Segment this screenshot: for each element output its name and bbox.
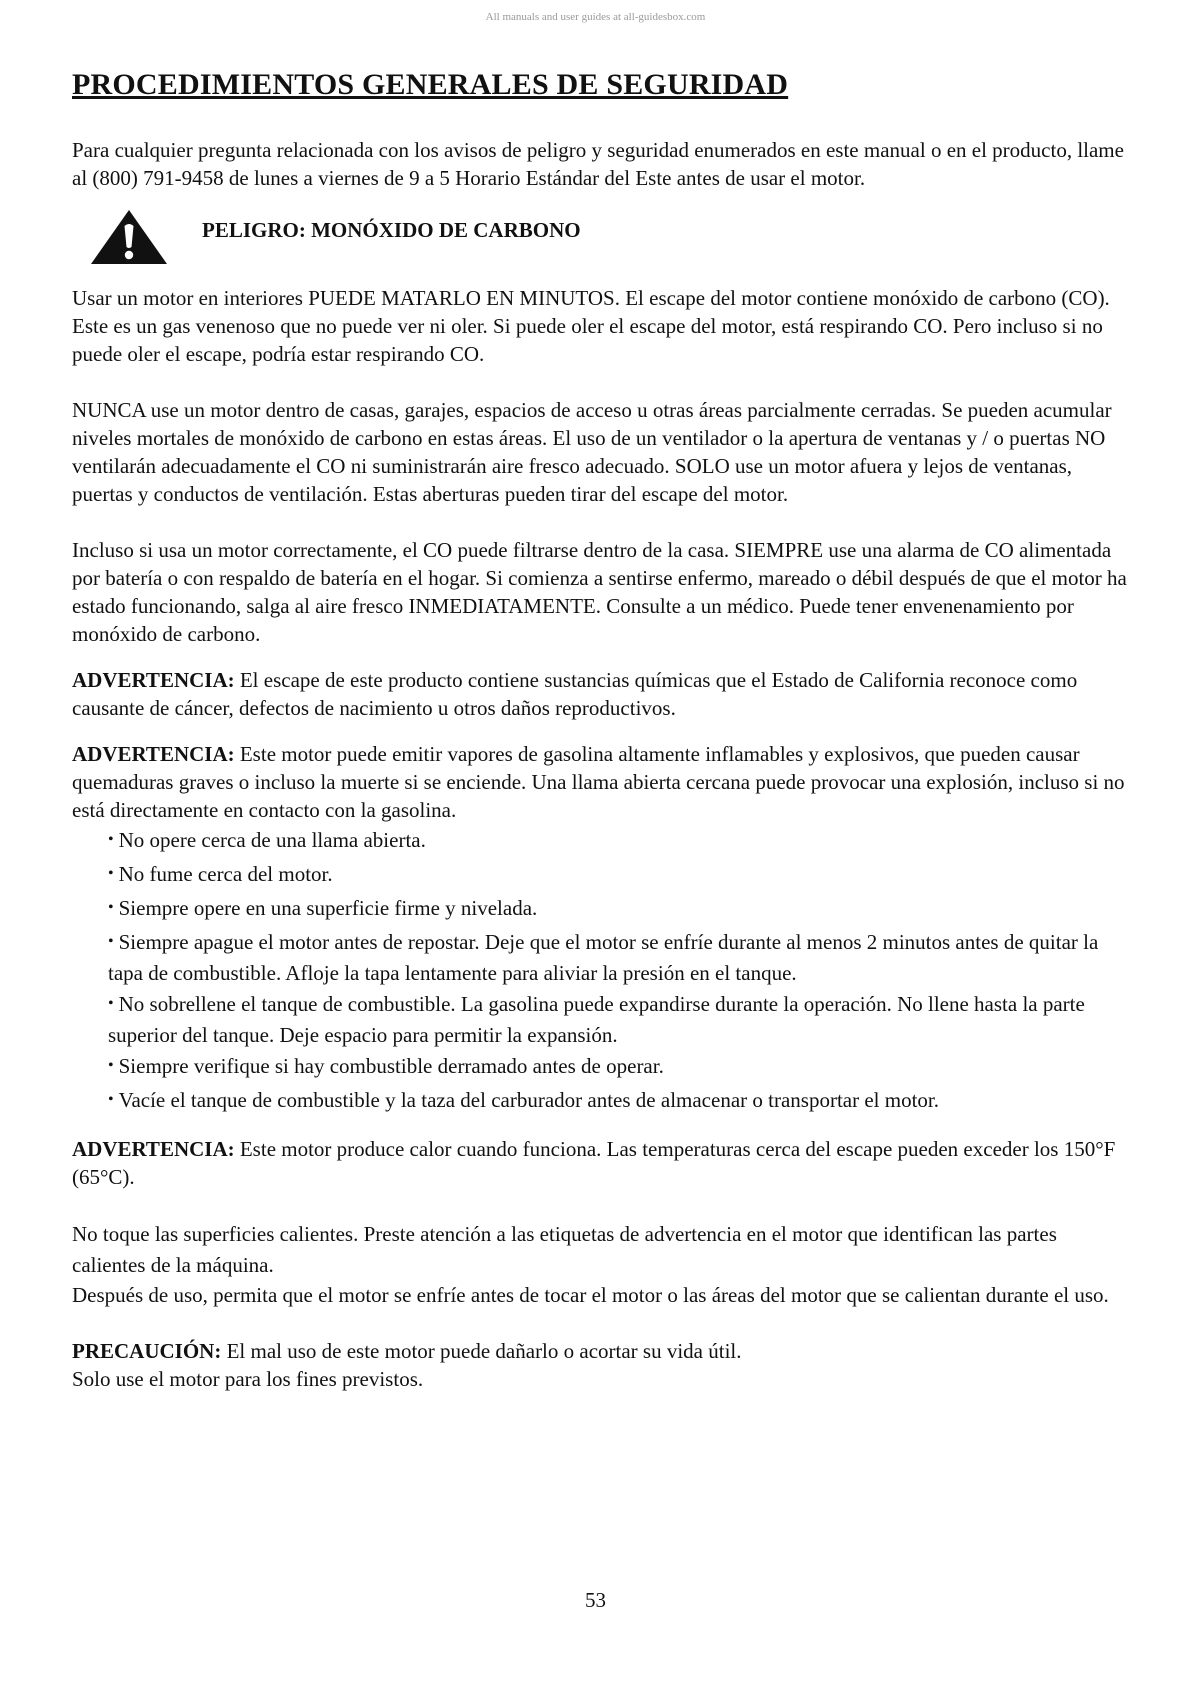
list-item: • No sobrellene el tanque de combustible. La gasolina puede expandirse durante la operación. No llene hasta la parte superior del tanque. Deje espacio para permitir la expansión. [108, 992, 1085, 1047]
warning-text: Este motor produce calor cuando funciona. Las temperaturas cerca del escape pueden exceder los 150°F (65°C). [72, 1137, 1116, 1189]
hot-surfaces-paragraph: No toque las superficies calientes. Preste atención a las etiquetas de advertencia en el motor que identifican las partes calientes de la máquina. [72, 1222, 1057, 1277]
warning-california [72, 666, 1132, 722]
warning-heat [72, 1135, 1132, 1191]
caution-label: PRECAUCIÓN: [72, 1339, 222, 1363]
warning-text: Este motor puede emitir vapores de gasolina altamente inflamables y explosivos, que pueden causar quemaduras graves o incluso la muerte si se enciende. Una llama abierta cercana puede provocar una explosión, incluso si no está directamente en contacto con la gasolina. [72, 742, 1125, 822]
intro-paragraph: Para cualquier pregunta relacionada con los avisos de peligro y seguridad enumerados en este manual o en el producto, llame al (800) 791-9458 de lunes a viernes de 9 a 5 Horario Estándar del Este antes de usar el motor. [72, 138, 1124, 190]
bullet-icon: • [108, 899, 114, 916]
danger-header [72, 208, 1132, 266]
list-item: • Siempre verifique si hay combustible derramado antes de operar. [108, 1054, 664, 1078]
caution-text: El mal uso de este motor puede dañarlo o acortar su vida útil. [221, 1339, 742, 1363]
list-item: • Siempre apague el motor antes de repostar. Deje que el motor se enfríe durante al menos 2 minutos antes de quitar la tapa de combustible. Afloje la tapa lentamente para aliviar la presión en el tanque. [108, 930, 1099, 985]
co-paragraph: Usar un motor en interiores PUEDE MATARLO EN MINUTOS. El escape del motor contiene monóxido de carbono (CO). Este es un gas venenoso que no puede ver ni oler. Si puede oler el escape del motor, está respirando CO. Pero incluso si no puede oler el escape, podría estar respirando CO. [72, 286, 1110, 366]
warning-triangle-icon [90, 209, 168, 265]
hot-surfaces-paragraph: Después de uso, permita que el motor se enfríe antes de tocar el motor o las áreas del motor que se calientan durante el uso. [72, 1283, 1109, 1307]
caution-paragraph [72, 1337, 1132, 1365]
warning-label: ADVERTENCIA: [72, 668, 235, 692]
caution-line: Solo use el motor para los fines previstos. [72, 1367, 424, 1391]
warning-fuel [72, 740, 1132, 824]
list-item: • No fume cerca del motor. [108, 862, 333, 886]
list-item: • Siempre opere en una superficie firme y nivelada. [108, 896, 538, 920]
co-paragraph: NUNCA use un motor dentro de casas, garajes, espacios de acceso u otras áreas parcialmente cerradas. Se pueden acumular niveles mortales de monóxido de carbono en estas áreas. El uso de un ventilador o la apertura de ventanas y / o puertas NO ventilarán adecuadamente el CO ni suministrarán aire fresco adecuado. SOLO use un motor afuera y lejos de ventanas, puertas y conductos de ventilación. Estas aberturas pueden tirar del escape del motor. [72, 398, 1112, 506]
co-paragraph: Incluso si usa un motor correctamente, el CO puede filtrarse dentro de la casa. SIEMPRE use una alarma de CO alimentada por batería o con respaldo de batería en el hogar. Si comienza a sentirse enfermo, mareado o débil después de que el motor ha estado funcionando, salga al aire fresco INMEDIATAMENTE. Consulte a un médico. Puede tener envenenamiento por monóxido de carbono. [72, 538, 1127, 646]
bullet-icon: • [108, 1057, 114, 1074]
page-content [72, 68, 1132, 1393]
list-item: • Vacíe el tanque de combustible y la taza del carburador antes de almacenar o transportar el motor. [108, 1088, 940, 1112]
bullet-icon: • [108, 865, 114, 882]
danger-title: PELIGRO: MONÓXIDO DE CARBONO [202, 217, 581, 242]
warning-label: ADVERTENCIA: [72, 742, 235, 766]
list-item: • No opere cerca de una llama abierta. [108, 828, 426, 852]
bullet-icon: • [108, 1091, 114, 1108]
bullet-icon: • [108, 933, 114, 950]
warning-text: El escape de este producto contiene sustancias químicas que el Estado de California reconoce como causante de cáncer, defectos de nacimiento u otros daños reproductivos. [72, 668, 1078, 720]
page-number: 53 [585, 1588, 606, 1612]
watermark: All manuals and user guides at all-guidesbox.com [485, 11, 706, 23]
bullet-icon: • [108, 995, 114, 1012]
page-title: PROCEDIMIENTOS GENERALES DE SEGURIDAD [72, 68, 789, 101]
fuel-safety-list [72, 826, 1132, 1117]
warning-label: ADVERTENCIA: [72, 1137, 235, 1161]
bullet-icon: • [108, 831, 114, 848]
